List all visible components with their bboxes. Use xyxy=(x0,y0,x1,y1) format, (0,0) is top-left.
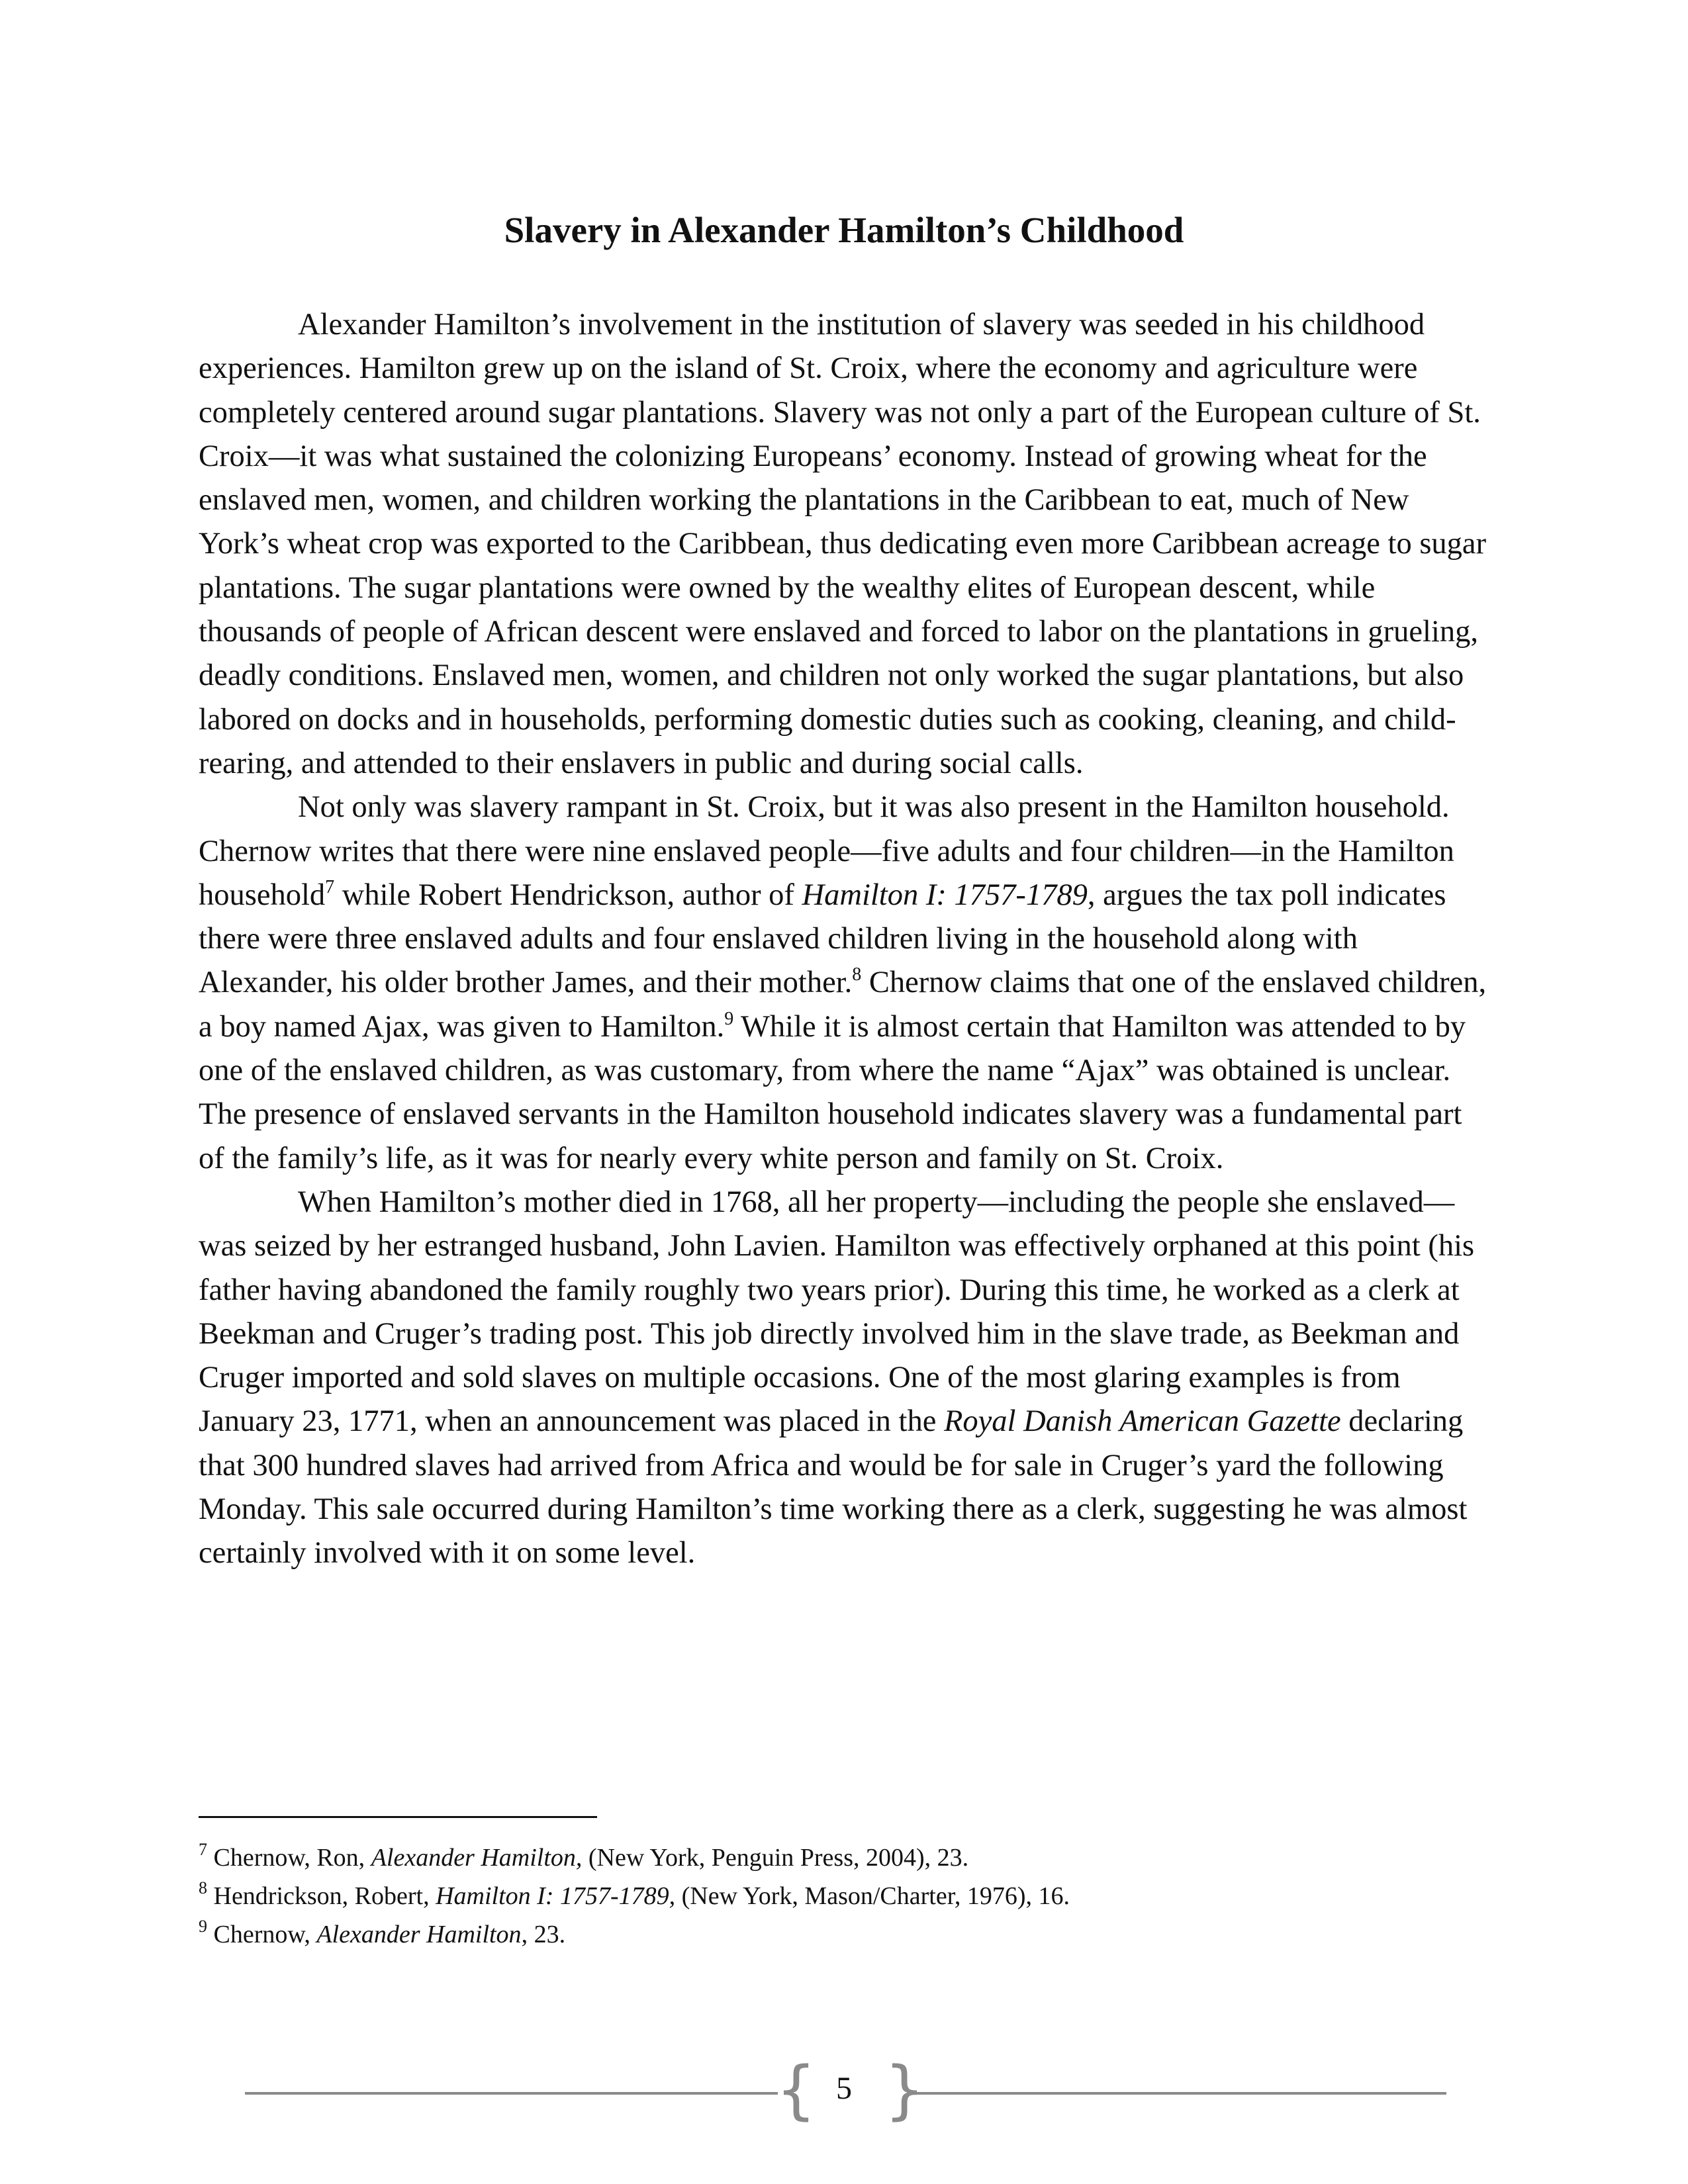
book-title-hamilton-i: Hamilton I: 1757-1789 xyxy=(802,878,1088,912)
footnote-separator xyxy=(199,1816,597,1818)
page-number: 5 xyxy=(836,2071,852,2106)
footnote-italic-title: Alexander Hamilton, xyxy=(371,1844,583,1872)
paragraph-2 xyxy=(199,786,1489,1181)
right-bracket-icon: } xyxy=(884,2053,925,2127)
footnote-number: 7 xyxy=(199,1840,207,1859)
left-bracket-icon: { xyxy=(776,2053,817,2127)
paragraph-3 xyxy=(199,1181,1489,1576)
paragraph-3-text-b: declaring that 300 hundred slaves had arrived from Africa and would be for sale in Cruger’s yard the following Monday. This sale occurred during Hamilton’s time working there as a clerk, suggesting he was almost certainly involved with it on some level. xyxy=(199,1404,1468,1570)
footnote-text: (New York, Mason/Charter, 1976), 16. xyxy=(675,1882,1070,1910)
body-text xyxy=(199,303,1489,1576)
footnote-ref-7[interactable]: 7 xyxy=(325,876,335,897)
footer-rule-right xyxy=(907,2092,1446,2095)
paragraph-2-text-a: Not only was slavery rampant in St. Croix, but it was also present in the Hamilton household. Chernow writes that there were nine enslaved people—five adults and four children––in the Hamilton household xyxy=(199,790,1454,912)
paragraph-1 xyxy=(199,303,1489,786)
footnote-text: Hendrickson, Robert, xyxy=(207,1882,436,1910)
page-title: Slavery in Alexander Hamilton’s Childhood xyxy=(504,210,1184,250)
footnote-number: 9 xyxy=(199,1917,207,1936)
paragraph-2-text-d: Chernow claims that one of the enslaved children, a boy named Ajax, was given to Hamilton. xyxy=(199,966,1487,1044)
paragraph-1-text: Alexander Hamilton’s involvement in the institution of slavery was seeded in his childhood experiences. Hamilton grew up on the island of St. Croix, where the economy and agriculture were completely centered around sugar plantations. Slavery was not only a part of the European culture of St. Croix—it was what sustained the colonizing Europeans’ economy. Instead of growing wheat for the enslaved men, women, and children working the plantations in the Caribbean to eat, much of New York’s wheat crop was exported to the Caribbean, thus dedicating even more Caribbean acreage to sugar plantations. The sugar plantations were owned by the wealthy elites of European descent, while thousands of people of African descent were enslaved and forced to labor on the plantations in grueling, deadly conditions. Enslaved men, women, and children not only worked the sugar plantations, but also labored on docks and in households, performing domestic duties such as cooking, cleaning, and child-rearing, and attended to their enslavers in public and during social calls. xyxy=(199,308,1487,780)
footnote-text: Chernow, xyxy=(207,1921,317,1948)
footnote-ref-9[interactable]: 9 xyxy=(724,1008,734,1029)
footnote-italic-title: Hamilton I: 1757-1789, xyxy=(436,1882,676,1910)
paragraph-2-text-e: While it is almost certain that Hamilton was attended to by one of the enslaved children, as was customary, from where the name “Ajax” was obtained is unclear. The presence of enslaved servants in the Hamilton household indicates slavery was a fundamental part of the family’s life, as it was for nearly every white person and family on St. Croix. xyxy=(199,1009,1466,1175)
paragraph-2-text-c: , argues the tax poll indicates there were three enslaved adults and four enslaved children living in the household along with Alexander, his older brother James, and their mother. xyxy=(199,878,1446,1000)
gazette-title: Royal Danish American Gazette xyxy=(944,1404,1341,1439)
footnote-9 xyxy=(199,1915,1489,1954)
footnote-text: (New York, Penguin Press, 2004), 23. xyxy=(582,1844,969,1872)
footnote-number: 8 xyxy=(199,1878,207,1897)
footnote-italic-title: Alexander Hamilton xyxy=(316,1921,522,1948)
footnote-text: , 23. xyxy=(521,1921,566,1948)
footnote-text: Chernow, Ron, xyxy=(207,1844,371,1872)
paragraph-3-text-a: When Hamilton’s mother died in 1768, all her property—including the people she enslaved—was seized by her estranged husband, John Lavien. Hamilton was effectively orphaned at this point (his father having abandoned the family roughly two years prior). During this time, he worked as a clerk at Beekman and Cruger’s trading post. This job directly involved him in the slave trade, as Beekman and Cruger imported and sold slaves on multiple occasions. One of the most glaring examples is from January 23, 1771, when an announcement was placed in the xyxy=(199,1185,1475,1439)
paragraph-2-text-b: while Robert Hendrickson, author of xyxy=(334,878,802,912)
footnote-8 xyxy=(199,1877,1489,1915)
footer-rule-left xyxy=(245,2092,778,2095)
footnote-ref-8[interactable]: 8 xyxy=(852,964,862,985)
footnote-7 xyxy=(199,1839,1489,1877)
footnotes xyxy=(199,1839,1489,1954)
